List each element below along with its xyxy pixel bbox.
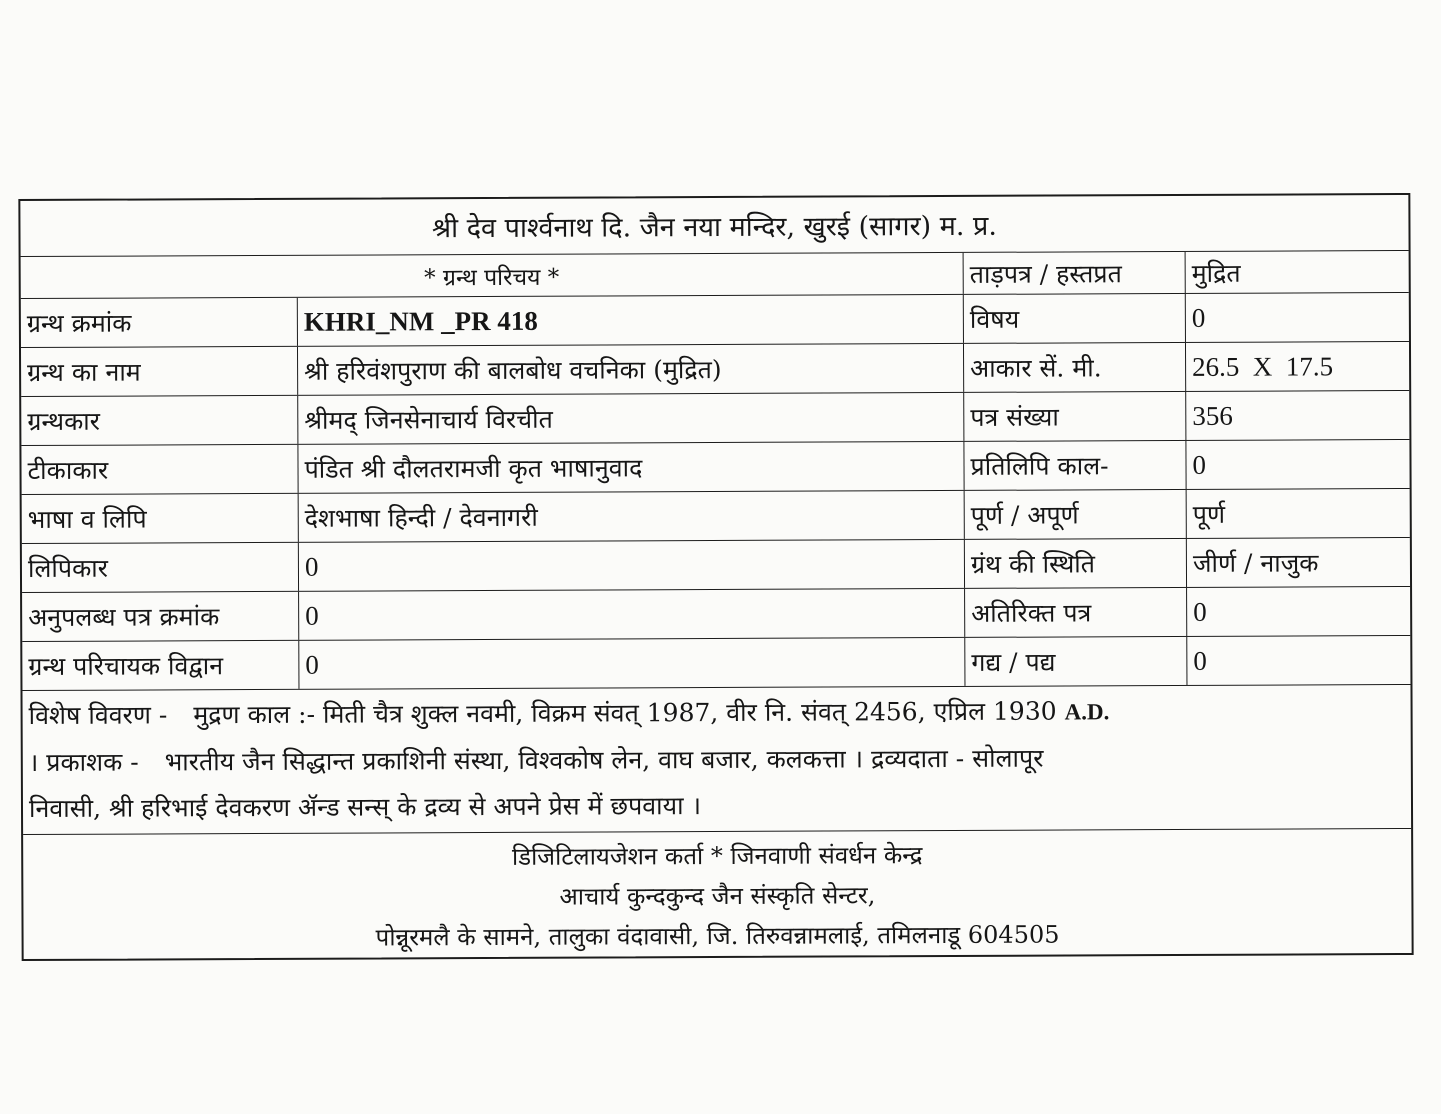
row-label: टीकाकार — [27, 455, 109, 486]
row-label: ग्रन्थकार — [27, 406, 101, 437]
row-label: भाषा व लिपि — [27, 504, 147, 535]
row-value-2: 0 — [1185, 293, 1409, 342]
row-value-2: 0 — [1185, 440, 1409, 489]
row-label: ग्रन्थ का नाम — [27, 357, 141, 388]
table-row — [22, 489, 1410, 544]
page-count: 356 — [1185, 391, 1409, 440]
row-value: 0 — [298, 638, 964, 689]
catalog-number: KHRI_NM _PR 418 — [297, 295, 963, 346]
row-label: अनुपलब्ध पत्र क्रमांक — [28, 602, 220, 633]
remarks-line-2 — [29, 734, 1403, 786]
type-value: मुद्रित — [1185, 251, 1409, 293]
remarks-label: विशेष विवरण - — [28, 700, 168, 731]
remarks-line-3 — [29, 780, 1403, 832]
remarks-line-1 — [28, 687, 1402, 740]
commentator: पंडित श्री दौलतरामजी कृत भाषानुवाद — [297, 442, 963, 493]
table-row — [22, 636, 1410, 691]
table-row — [21, 440, 1409, 495]
table-row — [22, 587, 1410, 642]
catalog-card — [18, 193, 1413, 961]
row-label-2: आकार सें. मी. — [963, 343, 1185, 392]
row-value: 0 — [298, 540, 964, 591]
completeness: पूर्ण — [1186, 489, 1410, 538]
row-label: ग्रन्थ क्रमांक — [26, 308, 132, 339]
row-label-2: गद्य / पद्य — [964, 637, 1186, 686]
print-period: मुद्रण काल :- मिती चैत्र शुक्ल नवमी, विक्रम संवत् 1987, वीर नि. संवत् 2456, एप्रिल 1930 — [193, 696, 1057, 730]
row-label-2: विषय — [963, 294, 1185, 343]
publisher: भारतीय जैन सिद्धान्त प्रकाशिनी संस्था, विश्वकोष लेन, वाघ बजार, कलकत्ता । द्रव्यदाता - सोलापूर — [164, 743, 1044, 777]
type-label: ताड़पत्र / हस्तप्रत — [963, 252, 1185, 294]
table-row — [21, 391, 1409, 446]
row-label-2: पत्र संख्या — [963, 392, 1185, 441]
publisher-label: । प्रकाशक - — [28, 747, 139, 778]
table-row — [22, 538, 1410, 593]
footer-line-2: आचार्य कुन्दकुन्द जैन संस्कृति सेन्टर, — [559, 881, 876, 911]
row-value: 0 — [298, 589, 964, 640]
row-label-2: अतिरिक्त पत्र — [964, 588, 1186, 637]
row-label-2: पूर्ण / अपूर्ण — [964, 490, 1186, 539]
table-row — [21, 342, 1409, 397]
row-label: ग्रन्थ परिचायक विद्वान — [28, 651, 224, 682]
language-script: देशभाषा हिन्दी / देवनागरी — [298, 491, 964, 542]
table-row — [21, 293, 1409, 348]
row-label-2: प्रतिलिपि काल- — [963, 441, 1185, 490]
row-label: लिपिकार — [27, 553, 109, 584]
footer-line-3: पोन्नूरमलै के सामने, तालुका वंदावासी, जि. तिरुवन्नामलाई, तमिलनाडू 604505 — [375, 920, 1060, 952]
era-label: A.D. — [1064, 699, 1110, 725]
digitization-footer — [23, 831, 1412, 959]
section-title: * ग्रन्थ परिचय * — [424, 264, 560, 291]
section-header-row — [21, 251, 1409, 299]
donor-line: निवासी, श्री हरिभाई देवकरण ॲन्ड सन्स् के द्रव्य से अपने प्रेस में छपवाया । — [28, 791, 702, 823]
size-value: 26.5 X 17.5 — [1185, 342, 1409, 391]
institution-row — [20, 195, 1408, 257]
condition: जीर्ण / नाजुक — [1186, 538, 1410, 587]
row-label-2: ग्रंथ की स्थिति — [964, 539, 1186, 588]
book-title: श्री हरिवंशपुराण की बालबोध वचनिका (मुद्रित) — [297, 344, 963, 395]
row-value-2: 0 — [1186, 587, 1410, 636]
author: श्रीमद् जिनसेनाचार्य विरचीत — [297, 393, 963, 444]
footer-line-1: डिजिटिलायजेशन कर्ता * जिनवाणी संवर्धन केन्द्र — [511, 841, 923, 871]
remarks-section — [22, 685, 1411, 835]
row-value-2: 0 — [1186, 636, 1410, 685]
institution-title: श्री देव पार्श्वनाथ दि. जैन नया मन्दिर, खुरई (सागर) म. प्र. — [431, 210, 998, 245]
